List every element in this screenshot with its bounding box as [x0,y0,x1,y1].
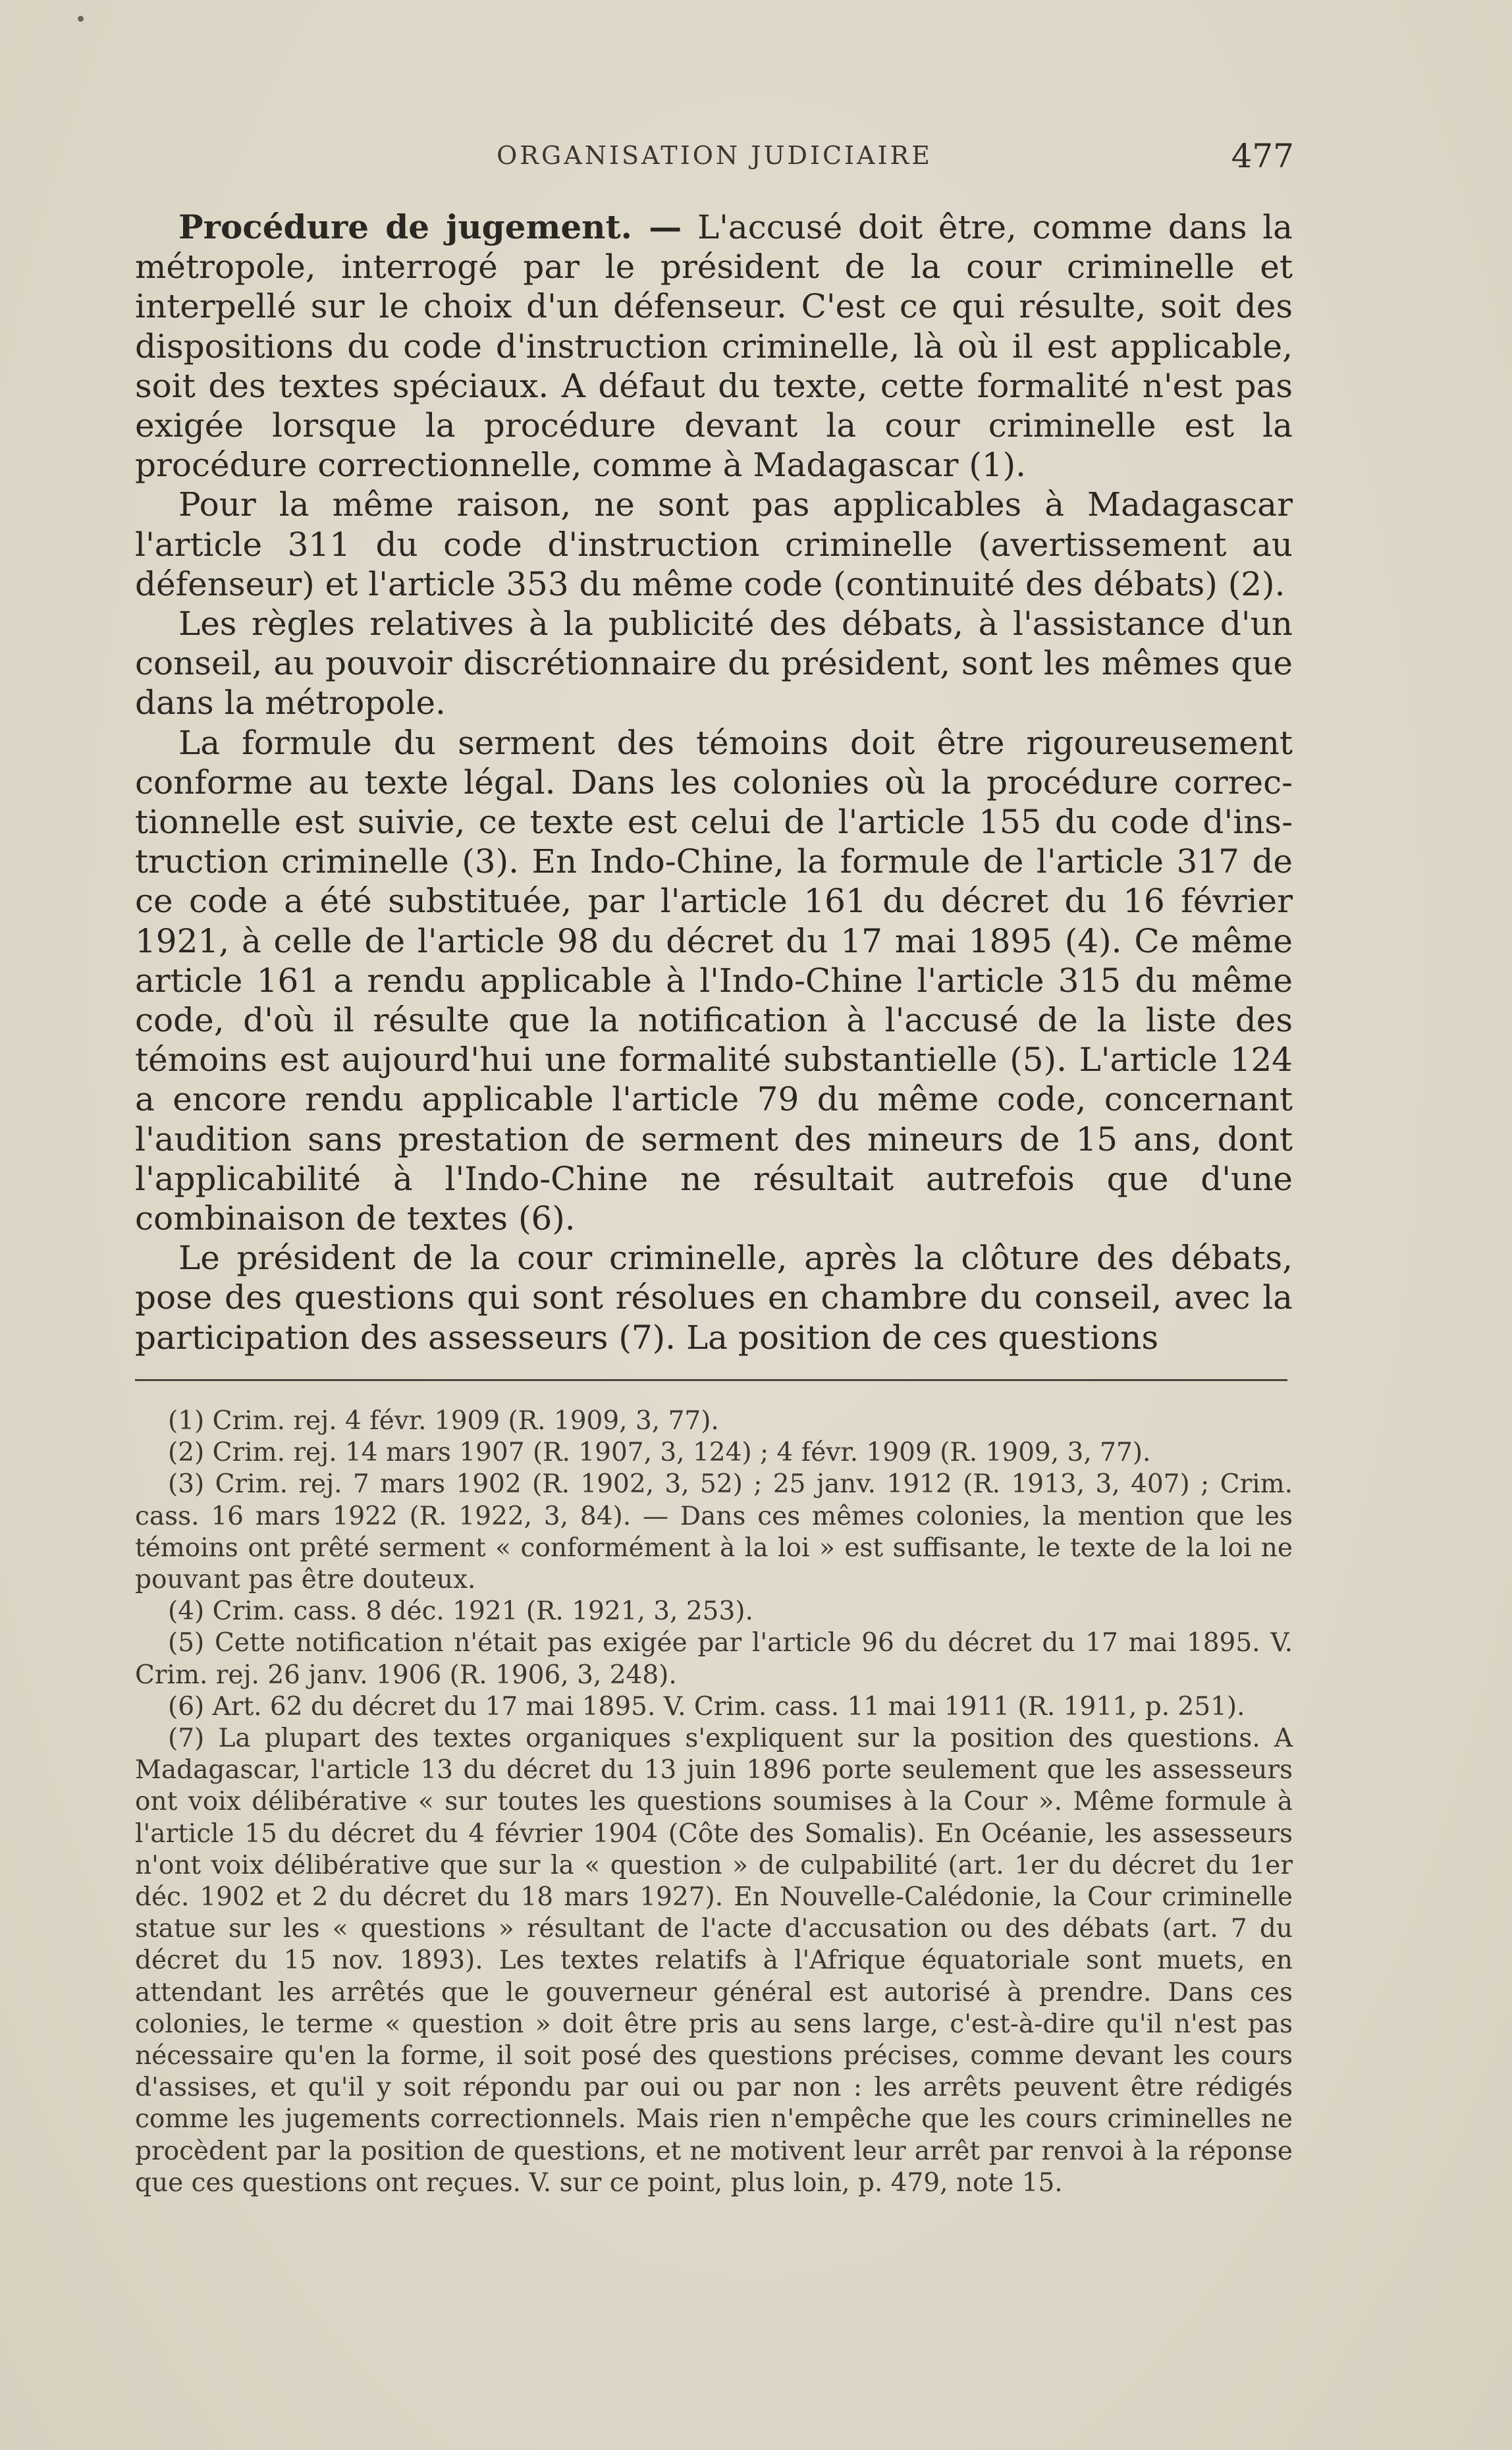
paragraph [135,207,1293,485]
page-number: 477 [1231,137,1294,175]
footnote: (2) Crim. rej. 14 mars 1907 (R. 1907, 3, 124) ; 4 févr. 1909 (R. 1909, 3, 77). [168,1438,1151,1468]
paragraph: La formule du serment des témoins doit être rigoureusement conforme au texte légal. Dans les colonies où la procédure correctionnelle est suivie, ce texte est celui de l'article 155 du code d'instruction criminelle (3). En Indo-Chine, la formule de l'article 317 de ce code a été substituée, par l'article 161 du décret du 16 février 1921, à celle de l'article 98 du décret du 17 mai 1895 (4). Ce même article 161 a rendu applicable à l'Indo-Chine l'article 315 du même code, d'où il résulte que la notification à l'accusé de la liste des témoins est aujourd'hui une formalité substantielle (5). L'article 124 a encore rendu applicable l'article 79 du même code, concernant l'audition sans prestation de serment des mineurs de 15 ans, dont l'applicabilité à l'Indo-Chine ne résultait autrefois que d'une combinaison de textes (6). [135,723,1293,1238]
footnote: (6) Art. 62 du décret du 17 mai 1895. V. Crim. cass. 11 mai 1911 (R. 1911, p. 251). [168,1691,1245,1722]
footnotes [135,1405,1293,2199]
footnote: (3) Crim. rej. 7 mars 1902 (R. 1902, 3, 52) ; 25 janv. 1912 (R. 1913, 3, 407) ; Crim. cass. 16 mars 1922 (R. 1922, 3, 84). — Dans ces mêmes colonies, la mention que les témoins ont prêté serment « conformément à la loi » est suffisante, le texte de la loi ne pouvant pas être douteux. [135,1469,1293,1595]
paragraph: Pour la même raison, ne sont pas applicables à Madagascar l'article 311 du code d'instruction criminelle (avertissement au défenseur) et l'article 353 du même code (continuité des débats) (2). [135,485,1293,603]
section-heading: Procédure de jugement. — [178,207,682,246]
footnote: (1) Crim. rej. 4 févr. 1909 (R. 1909, 3, 77). [168,1406,719,1436]
paragraph: Le président de la cour criminelle, après la clôture des débats, pose des questions qui sont résolues en chambre du conseil, avec la participation des assesseurs (7). La position de ces questions [135,1239,1293,1357]
main-text [135,207,1293,1357]
paragraph-text: L'accusé doit être, comme dans la métropole, interrogé par le président de la cour criminelle et interpellé sur le choix d'un défenseur. C'est ce qui résulte, soit des dispositions du code d'instruction criminelle, là où il est applicable, soit des textes spéciaux. A défaut du texte, cette formalité n'est pas exigée lorsque la procédure devant la cour criminelle est la procédure correctionnelle, comme à Madagascar (1). [135,208,1293,485]
footnote: (4) Crim. cass. 8 déc. 1921 (R. 1921, 3, 253). [168,1596,753,1627]
footnote: (5) Cette notification n'était pas exigée par l'article 96 du décret du 17 mai 1895. V. Crim. rej. 26 janv. 1906 (R. 1906, 3, 248). [135,1628,1293,1690]
paragraph: Les règles relatives à la publicité des débats, à l'assistance d'un conseil, au pouvoir discrétionnaire du président, sont les mêmes que dans la métropole. [135,605,1293,722]
running-head [135,137,1294,177]
footnote-rule [135,1379,1287,1381]
print-speck [78,16,84,22]
running-title: ORGANISATION JUDICIAIRE [497,141,932,170]
footnote: (7) La plupart des textes organiques s'expliquent sur la position des questions. A Madagascar, l'article 13 du décret du 13 juin 1896 porte seulement que les assesseurs ont voix délibérative « sur toutes les questions soumises à la Cour ». Même formule à l'article 15 du décret du 4 février 1904 (Côte des Somalis). En Océanie, les assesseurs n'ont voix délibérative que sur la « question » de culpabilité (art. 1er du décret du 1er déc. 1902 et 2 du décret du 18 mars 1927). En Nouvelle-Calédonie, la Cour criminelle statue sur les « questions » résultant de l'acte d'accusation ou des débats (art. 7 du décret du 15 nov. 1893). Les textes relatifs à l'Afrique équatoriale sont muets, en attendant les arrêtés que le gouverneur général est autorisé à prendre. Dans ces colonies, le terme « question » doit être pris au sens large, c'est-à-dire qu'il n'est pas nécessaire qu'en la forme, il soit posé des questions précises, comme devant les cours d'assises, et qu'il y soit répondu par oui ou par non : les arrêts peuvent être rédigés comme les jugements correctionnels. Mais rien n'empêche que les cours criminelles ne procèdent par la position de questions, et ne motivent leur arrêt par renvoi à la réponse que ces questions ont reçues. V. sur ce point, plus loin, p. 479, note 15. [135,1724,1293,2198]
